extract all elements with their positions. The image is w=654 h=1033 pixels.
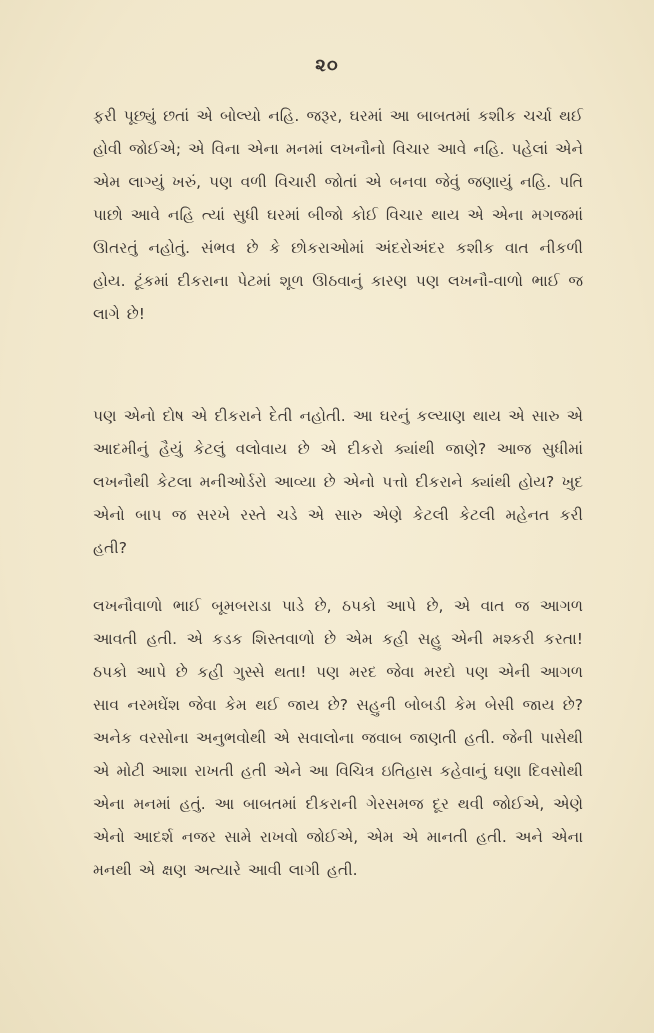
paragraph-3-block bbox=[93, 590, 583, 887]
paragraph-2: પણ એનો દોષ એ દીકરાને દેતી નહોતી. આ ઘરનું કલ્યાણ થાય એ સારુ એ આદમીનું હૈયું કેટલું વલોવાય છે એ દીકરો ક્યાંથી જાણે? આજ સુધીમાં લખનૌથી કેટલા મનીઓર્ડરો આવ્યા છે એનો પત્તો દીકરાને ક્યાંથી હોય? ખુદ એનો બાપ જ સરખે રસ્તે ચડે એ સારુ એણે કેટલી કેટલી મહેનત કરી હતી? bbox=[93, 407, 583, 557]
paragraph-2-block bbox=[93, 400, 583, 565]
page-number: ૨૦ bbox=[315, 55, 339, 76]
paragraph-3: લખનૌવાળો ભાઈ બૂમબરાડા પાડે છે, ઠપકો આપે છે, એ વાત જ આગળ આવતી હતી. એ કડક શિસ્તવાળો છે એમ કહી સહુ એની મશ્કરી કરતા! ઠપકો આપે છે કહી ગુસ્સે થતા! પણ મરદ જેવા મરદો પણ એની આગળ સાવ નરમઘેંશ જેવા કેમ થઈ જાય છે? સહુની બોબડી કેમ બેસી જાય છે? અનેક વરસોના અનુભવોથી એ સવાલોના જવાબ જાણતી હતી. જેની પાસેથી એ મોટી આશા રાખતી હતી એને આ વિચિત્ર ઇતિહાસ કહેવાનું ઘણા દિવસોથી એના મનમાં હતું. આ બાબતમાં દીકરાની ગેરસમજ દૂર થવી જોઈએ, એણે એનો આદર્શ નજર સામે રાખવો જોઈએ, એમ એ માનતી હતી. અને એના મનથી એ ક્ષણ અત્યારે આવી લાગી હતી. bbox=[93, 597, 583, 879]
paragraph-1-block bbox=[93, 100, 583, 331]
paragraph-1: ફરી પૂછ્યું છતાં એ બોલ્યો નહિ. જરૂર, ઘરમાં આ બાબતમાં કશીક ચર્ચા થઈ હોવી જોઈએ; એ વિના એના મનમાં લખનૌનો વિચાર આવે નહિ. પહેલાં એને એમ લાગ્યું ખરું, પણ વળી વિચારી જોતાં એ બનવા જેવું જણાયું નહિ. પતિ પાછો આવે નહિ ત્યાં સુધી ઘરમાં બીજો કોઈ વિચાર થાય એ એના મગજમાં ઊતરતું નહોતું. સંભવ છે કે છોકરાઓમાં અંદરોઅંદર કશીક વાત નીકળી હોય. ટૂંકમાં દીકરાના પેટમાં શૂળ ઊઠવાનું કારણ પણ લખનૌ-વાળો ભાઈ જ લાગે છે! bbox=[93, 107, 583, 323]
